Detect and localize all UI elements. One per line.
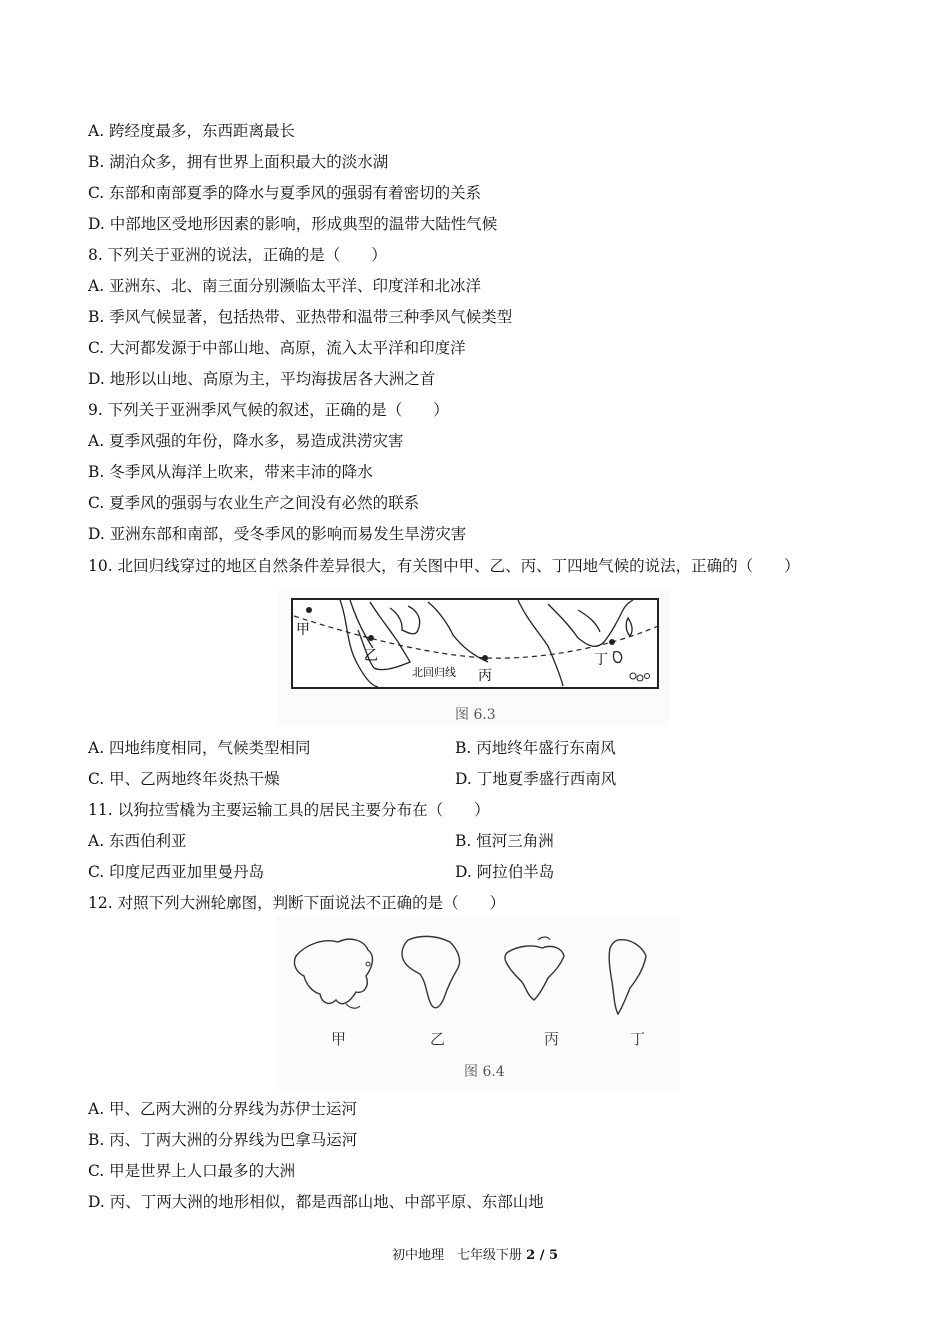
page-number: 2 / 5 xyxy=(526,1248,559,1263)
q12-option-b: B. 丙、丁两大洲的分界线为巴拿马运河 xyxy=(88,1131,358,1149)
label-yi: 乙 xyxy=(364,648,378,664)
q8-option-a: A. 亚洲东、北、南三面分别濒临太平洋、印度洋和北冰洋 xyxy=(88,277,482,295)
q11-option-b: B. 恒河三角洲 xyxy=(455,832,554,850)
q12-option-d: D. 丙、丁两大洲的地形相似，都是西部山地、中部平原、东部山地 xyxy=(88,1193,544,1211)
q12-stem: 12. 对照下列大洲轮廓图，判断下面说法不正确的是（ ） xyxy=(88,894,506,912)
label-ding: 丁 xyxy=(594,652,608,668)
continent-label-ding: 丁 xyxy=(630,1030,646,1048)
point-yi xyxy=(368,635,374,641)
q9-option-c: C. 夏季风的强弱与农业生产之间没有必然的联系 xyxy=(88,494,420,512)
q9-option-a: A. 夏季风强的年份，降水多，易造成洪涝灾害 xyxy=(88,432,404,450)
label-jia: 甲 xyxy=(296,622,310,638)
q8-stem: 8. 下列关于亚洲的说法，正确的是（ ） xyxy=(88,246,387,264)
q9-stem: 9. 下列关于亚洲季风气候的叙述，正确的是（ ） xyxy=(88,401,449,419)
footer-title: 初中地理 七年级下册 xyxy=(391,1248,522,1263)
q10-stem: 10. 北回归线穿过的地区自然条件差异很大，有关图中甲、乙、丙、丁四地气候的说法，正确的（ ） xyxy=(88,557,800,575)
q12-option-a: A. 甲、乙两大洲的分界线为苏伊士运河 xyxy=(88,1100,358,1118)
page-footer xyxy=(0,1247,950,1265)
q12-option-c: C. 甲是世界上人口最多的大洲 xyxy=(88,1162,296,1180)
continent-label-jia: 甲 xyxy=(331,1030,347,1048)
label-tropic-of-cancer: 北回归线 xyxy=(412,666,456,679)
q8-option-c: C. 大河都发源于中部山地、高原，流入太平洋和印度洋 xyxy=(88,339,466,357)
q11-option-a: A. 东西伯利亚 xyxy=(88,832,187,850)
q11-option-c: C. 印度尼西亚加里曼丹岛 xyxy=(88,863,265,881)
asia-outline xyxy=(294,939,372,1004)
q7-option-a: A. 跨经度最多，东西距离最长 xyxy=(88,122,296,140)
q11-stem: 11. 以狗拉雪橇为主要运输工具的居民主要分布在（ ） xyxy=(88,801,490,819)
continent-label-yi: 乙 xyxy=(430,1030,446,1048)
label-bing: 丙 xyxy=(478,668,492,684)
q11-option-d: D. 阿拉伯半岛 xyxy=(455,863,555,881)
q9-option-d: D. 亚洲东部和南部，受冬季风的影响而易发生旱涝灾害 xyxy=(88,525,467,543)
q10-option-a: A. 四地纬度相同，气候类型相同 xyxy=(88,739,311,757)
q8-option-b: B. 季风气候显著，包括热带、亚热带和温带三种季风气候类型 xyxy=(88,308,513,326)
q7-option-b: B. 湖泊众多，拥有世界上面积最大的淡水湖 xyxy=(88,153,389,171)
q7-option-c: C. 东部和南部夏季的降水与夏季风的强弱有着密切的关系 xyxy=(88,184,482,202)
point-bing xyxy=(482,655,488,661)
africa-outline xyxy=(402,936,460,1007)
figure-6-3-caption: 图 6.3 xyxy=(455,707,496,723)
q9-option-b: B. 冬季风从海洋上吹来，带来丰沛的降水 xyxy=(88,463,373,481)
q10-option-c: C. 甲、乙两地终年炎热干燥 xyxy=(88,770,280,788)
point-jia xyxy=(306,607,312,613)
figure-6-4-caption: 图 6.4 xyxy=(464,1064,505,1080)
point-ding xyxy=(609,639,615,645)
q10-option-d: D. 丁地夏季盛行西南风 xyxy=(455,770,617,788)
continent-label-bing: 丙 xyxy=(544,1030,560,1048)
q8-option-d: D. 地形以山地、高原为主，平均海拔居各大洲之首 xyxy=(88,370,436,388)
q10-option-b: B. 丙地终年盛行东南风 xyxy=(455,739,616,757)
south-america-outline xyxy=(609,940,646,1014)
north-america-outline xyxy=(505,946,564,1000)
q7-option-d: D. 中部地区受地形因素的影响，形成典型的温带大陆性气候 xyxy=(88,215,498,233)
